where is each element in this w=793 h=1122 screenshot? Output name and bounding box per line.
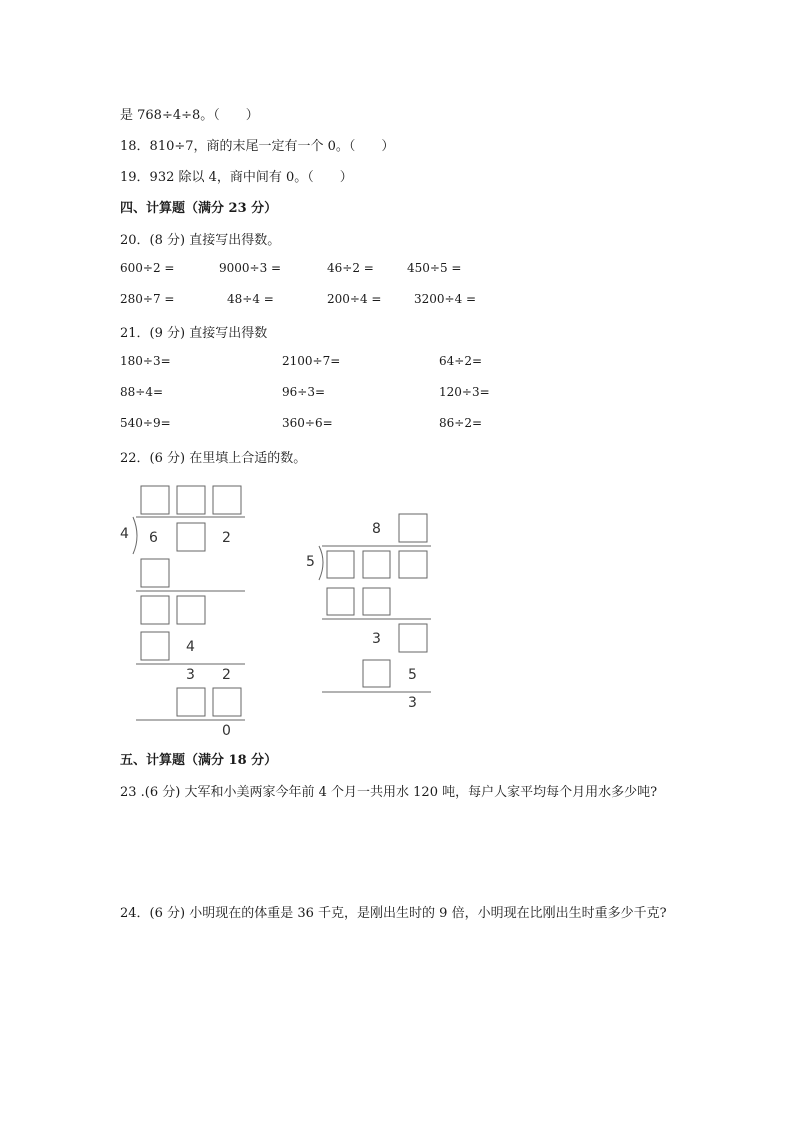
q21-item: 96÷3= [282, 385, 326, 399]
statement-19: 19．932 除以 4，商中间有 0。（ ） [120, 170, 353, 185]
q21-item: 180÷3= [120, 354, 171, 368]
q20-item: 450÷5 = [407, 261, 462, 275]
remainder-digit: 3 [408, 695, 417, 711]
answer-box[interactable] [363, 551, 390, 578]
partial-digit: 5 [408, 667, 417, 683]
division-bracket [319, 546, 323, 580]
statement-17-tail: 是 768÷4÷8。（ ） [120, 108, 259, 123]
answer-box[interactable] [327, 588, 354, 615]
q20-item: 3200÷4 = [414, 292, 477, 306]
section-4-title: 四、计算题（满分 23 分） [120, 201, 278, 216]
question-24: 24．(6 分) 小明现在的体重是 36 千克，是刚出生时的 9 倍，小明现在比刚出生时重多少千克? [120, 906, 667, 921]
answer-box[interactable] [141, 486, 169, 514]
question-20-stem: 20．(8 分) 直接写出得数。 [120, 233, 281, 248]
q21-item: 2100÷7= [282, 354, 341, 368]
answer-box[interactable] [177, 486, 205, 514]
q20-item: 46÷2 = [327, 261, 374, 275]
q21-item: 64÷2= [439, 354, 483, 368]
answer-box[interactable] [141, 632, 169, 660]
question-21-stem: 21．(9 分) 直接写出得数 [120, 326, 268, 341]
q21-item: 360÷6= [282, 416, 333, 430]
partial-digit: 2 [222, 667, 231, 683]
question-23: 23 .(6 分) 大军和小美两家今年前 4 个月一共用水 120 吨，每户人家平均每个月用水多少吨? [120, 785, 658, 800]
answer-box[interactable] [177, 523, 205, 551]
section-5-title: 五、计算题（满分 18 分） [120, 753, 278, 768]
partial-digit: 3 [186, 667, 195, 683]
q20-item: 200÷4 = [327, 292, 382, 306]
divisor-digit: 4 [120, 526, 129, 542]
dividend-digit: 6 [149, 530, 158, 546]
q21-item: 88÷4= [120, 385, 164, 399]
answer-box[interactable] [213, 486, 241, 514]
answer-box[interactable] [177, 596, 205, 624]
q20-item: 9000÷3 = [219, 261, 282, 275]
answer-box[interactable] [363, 660, 390, 687]
answer-box[interactable] [327, 551, 354, 578]
question-22-stem: 22．(6 分) 在里填上合适的数。 [120, 451, 307, 466]
q21-item: 120÷3= [439, 385, 490, 399]
answer-box[interactable] [363, 588, 390, 615]
quotient-digit: 8 [372, 521, 381, 537]
answer-box[interactable] [141, 559, 169, 587]
statement-18: 18．810÷7，商的末尾一定有一个 0。（ ） [120, 139, 395, 154]
q21-item: 540÷9= [120, 416, 171, 430]
answer-box[interactable] [177, 688, 205, 716]
partial-digit: 3 [372, 631, 381, 647]
division-bracket [133, 517, 137, 554]
q20-item: 600÷2 = [120, 261, 175, 275]
q20-item: 280÷7 = [120, 292, 175, 306]
dividend-digit: 2 [222, 530, 231, 546]
q21-item: 86÷2= [439, 416, 483, 430]
answer-box[interactable] [213, 688, 241, 716]
answer-box[interactable] [141, 596, 169, 624]
answer-box[interactable] [399, 551, 427, 578]
remainder-digit: 0 [222, 723, 231, 739]
q20-item: 48÷4 = [227, 292, 274, 306]
partial-digit: 4 [186, 639, 195, 655]
answer-box[interactable] [399, 624, 427, 652]
answer-box[interactable] [399, 514, 427, 542]
divisor-digit: 5 [306, 554, 315, 570]
